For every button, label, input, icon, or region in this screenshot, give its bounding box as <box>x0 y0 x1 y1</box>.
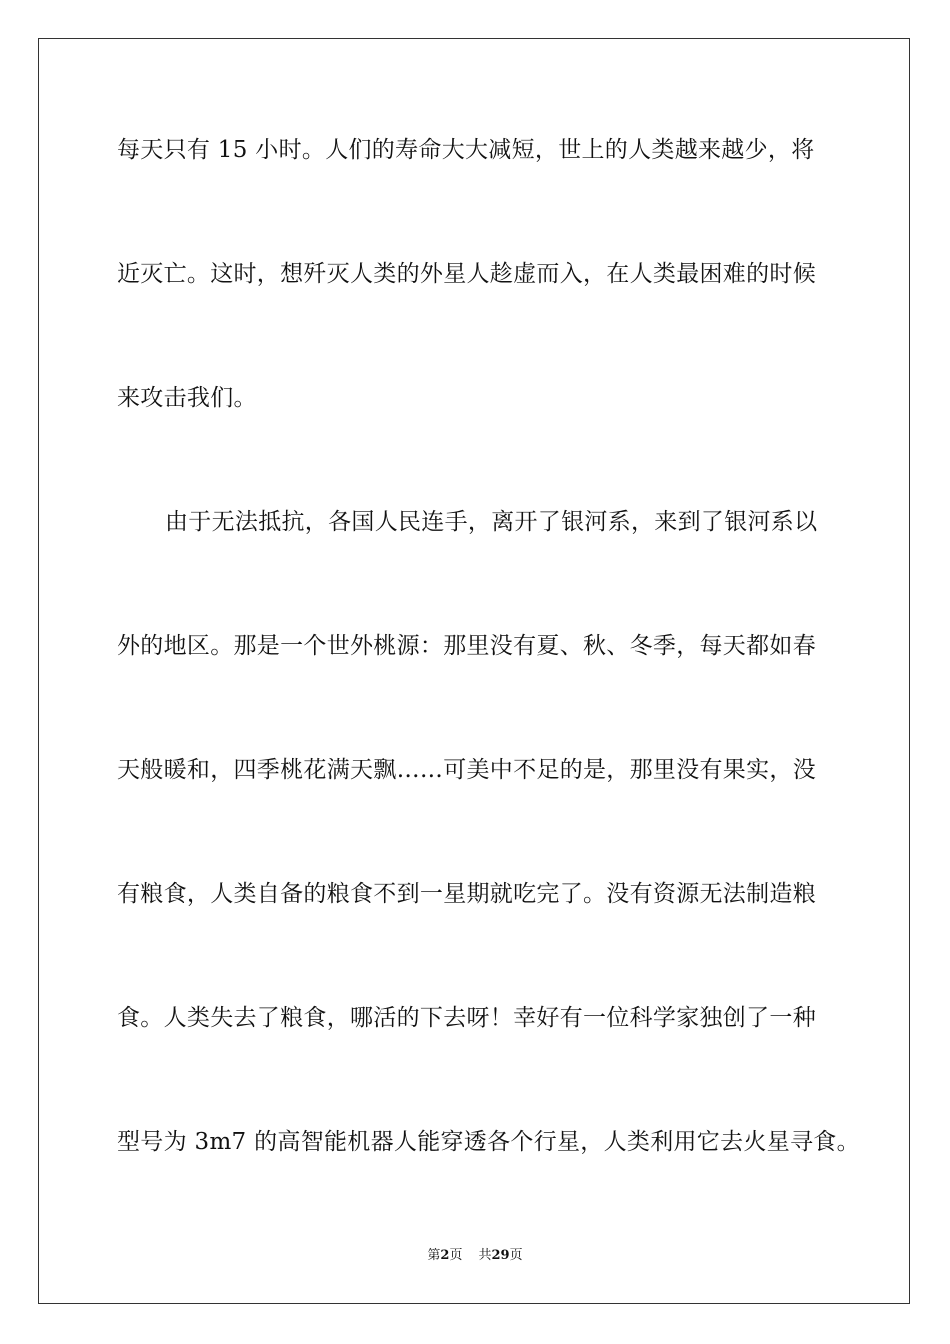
page-footer <box>0 1247 950 1265</box>
page-suffix: 页 <box>449 1248 463 1263</box>
text-line-9: 型号为 3m7 的高智能机器人能穿透各个行星，人类利用它去火星寻食。 <box>117 1129 860 1155</box>
text-line-1: 每天只有 15 小时。人们的寿命大大减短，世上的人类越来越少，将 <box>117 137 815 163</box>
page-prefix: 第 <box>427 1248 441 1263</box>
total-prefix: 共 <box>478 1248 492 1263</box>
text-line-5: 外的地区。那是一个世外桃源：那里没有夏、秋、冬季，每天都如春 <box>117 633 816 659</box>
total-suffix: 页 <box>509 1248 523 1263</box>
text-line-7: 有粮食，人类自备的粮食不到一星期就吃完了。没有资源无法制造粮 <box>117 881 816 907</box>
text-line-6: 天般暖和，四季桃花满天飘……可美中不足的是，那里没有果实，没 <box>117 757 816 783</box>
page-border <box>38 38 910 1304</box>
text-line-2: 近灭亡。这时，想歼灭人类的外星人趁虚而入，在人类最困难的时候 <box>117 261 816 287</box>
total-page-number: 29 <box>491 1248 510 1263</box>
current-page-number: 2 <box>440 1248 450 1263</box>
text-line-4-paragraph-start: 由于无法抵抗，各国人民连手，离开了银河系，来到了银河系以 <box>165 509 818 535</box>
text-line-8: 食。人类失去了粮食，哪活的下去呀！幸好有一位科学家独创了一种 <box>117 1005 816 1031</box>
text-line-3: 来攻击我们。 <box>117 385 257 411</box>
